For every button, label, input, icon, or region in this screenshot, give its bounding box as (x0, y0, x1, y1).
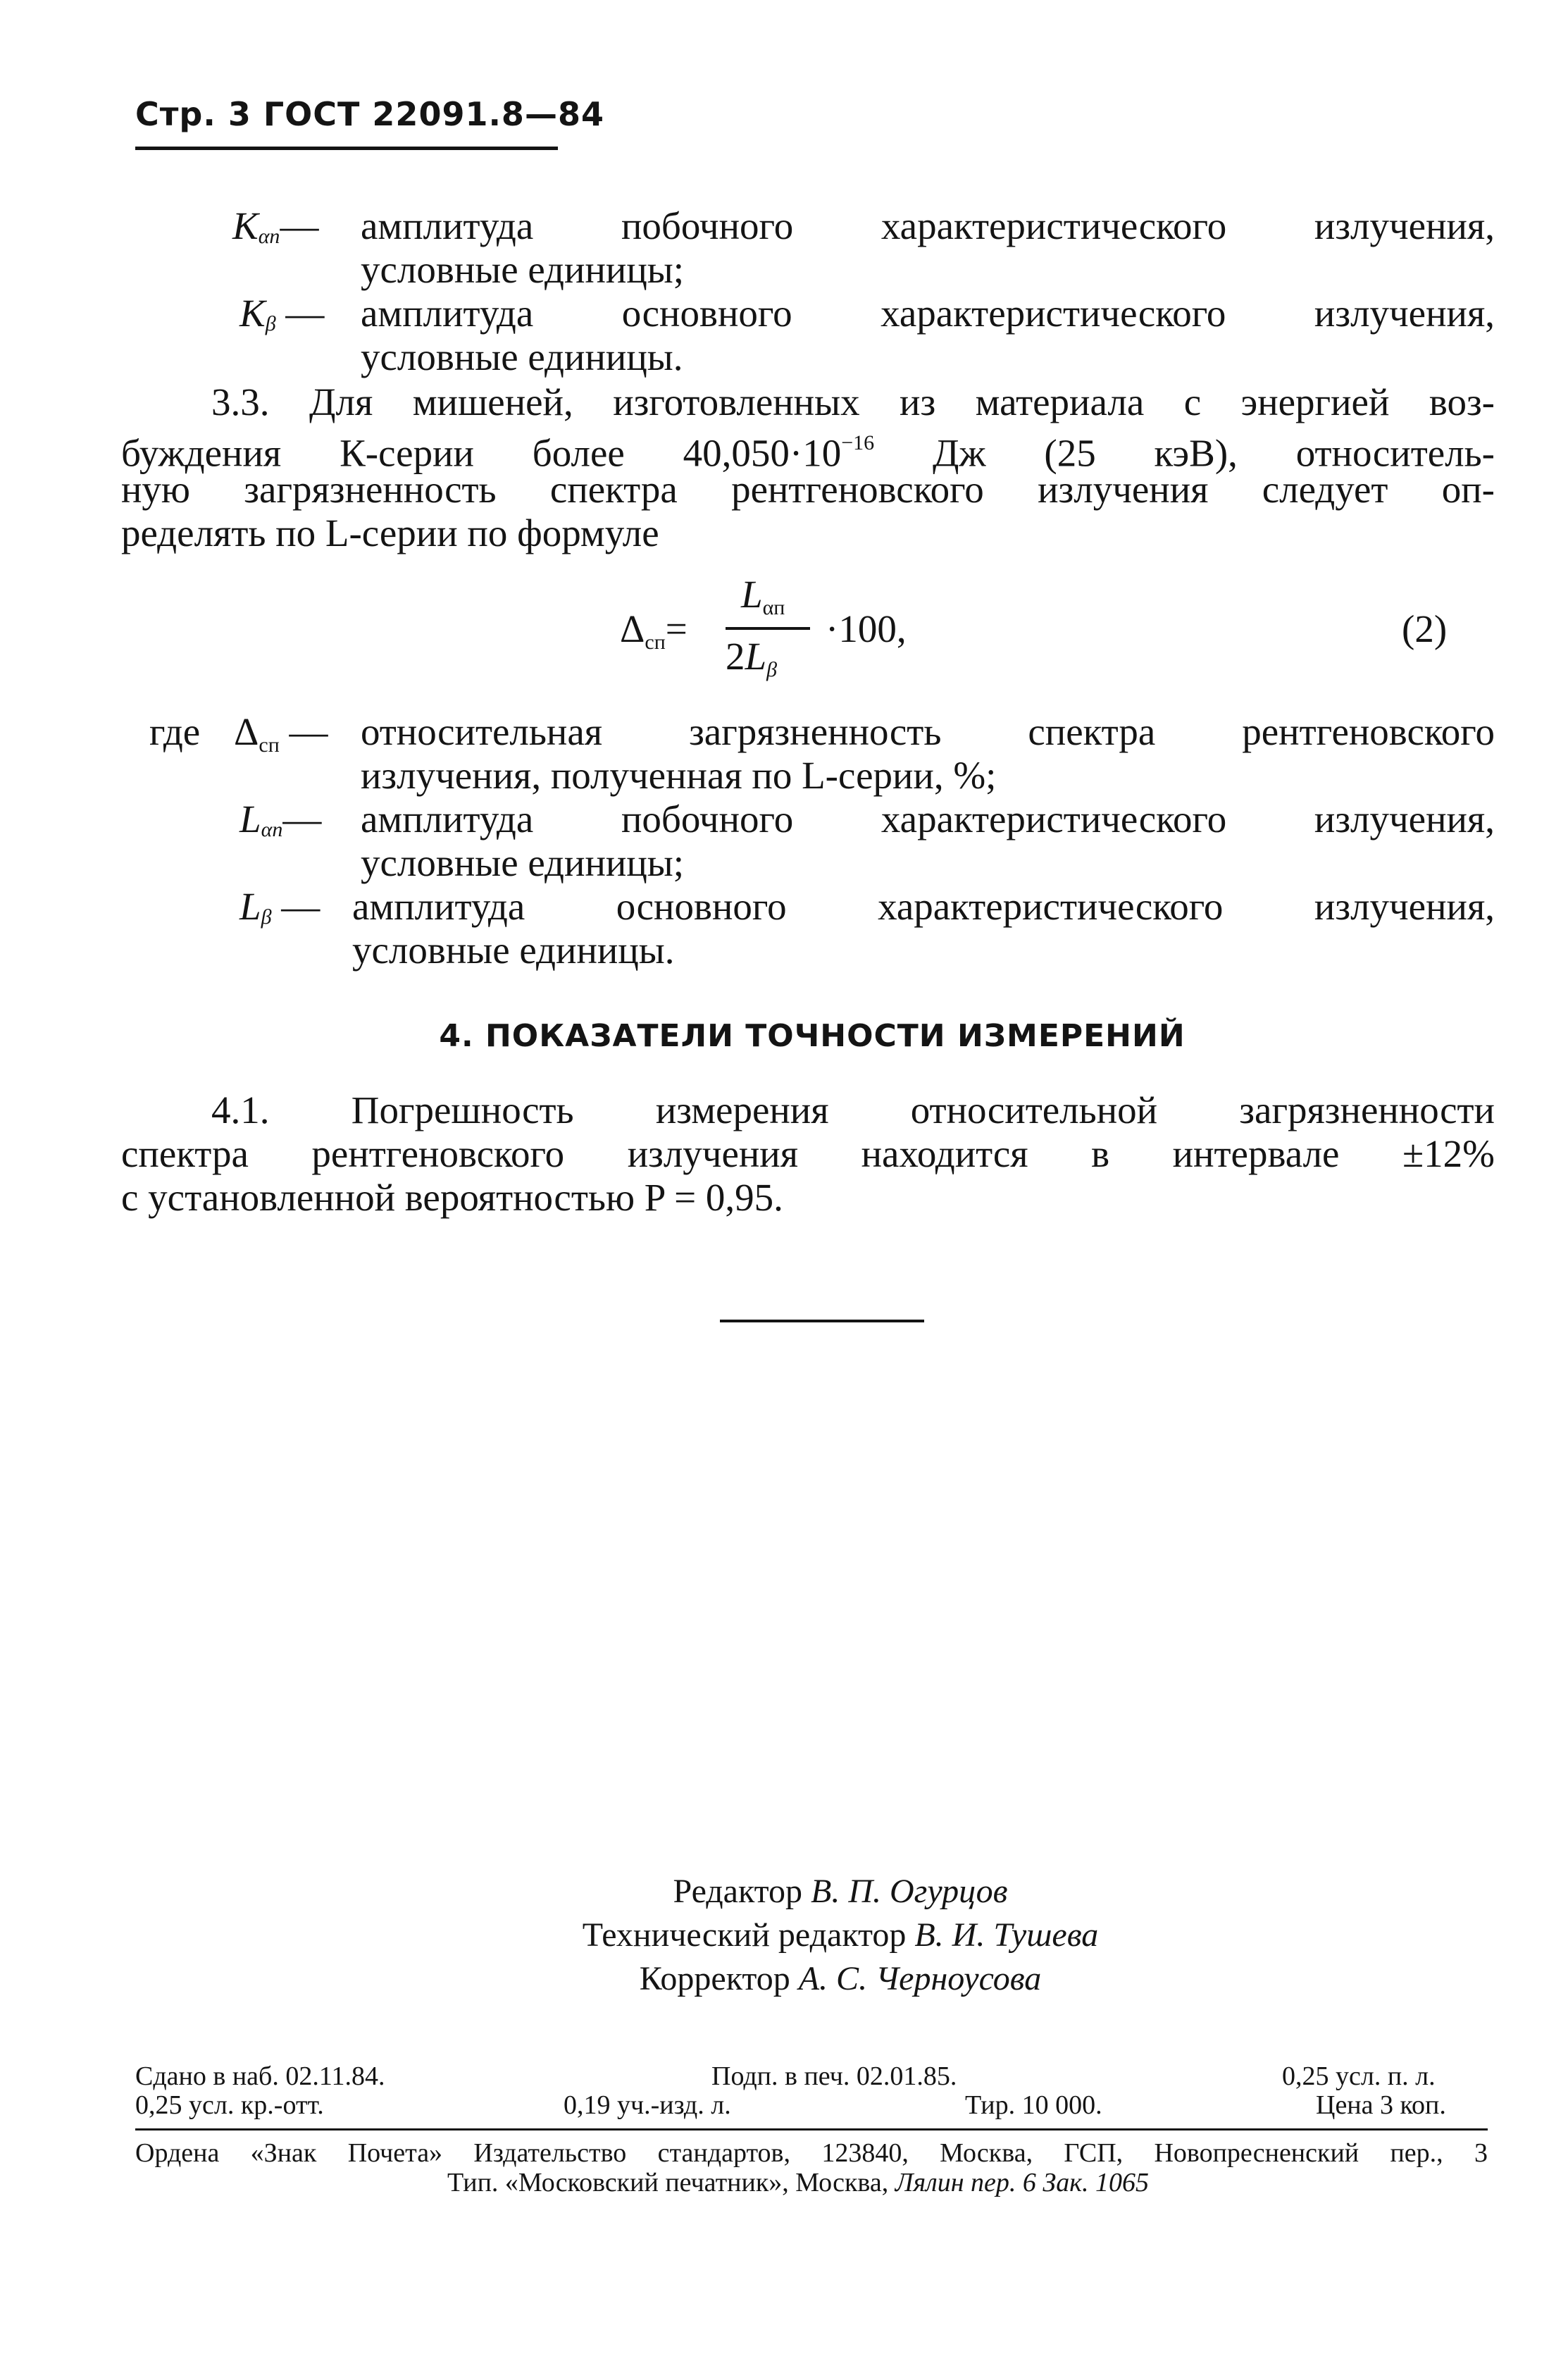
para-3-3-line1: 3.3. Для мишеней, изготовленных из материала с энергией воз- (211, 380, 1495, 423)
def-prefix-gde: где (149, 710, 201, 753)
def-l-ap-line1: амплитуда побочного характеристического излучения, (361, 798, 1495, 841)
credit-corrector: Корректор А. С. Черноусова (639, 1960, 1042, 1997)
def-k-ap-line2: условные единицы; (361, 248, 685, 291)
imprint-signed: Подп. в печ. 02.01.85. (711, 2061, 957, 2091)
def-l-beta-line1: амплитуда основного характеристического излучения, (352, 885, 1495, 928)
formula-2 (620, 572, 972, 692)
imprint-uch-izd: 0,19 уч.-изд. л. (564, 2090, 731, 2120)
def-symbol-l-ap: Lαп— (239, 798, 322, 841)
def-l-ap-line2: условные единицы; (361, 841, 685, 884)
credit-tech-editor: Технический редактор В. И. Тушева (582, 1916, 1099, 1954)
imprint-rule (135, 2128, 1488, 2131)
def-l-beta-line2: условные единицы. (352, 929, 675, 972)
para-4-1-line2: спектра рентгеновского излучения находится в интервале ±12% (121, 1132, 1495, 1175)
def-k-beta-line1: амплитуда основного характеристического излучения, (361, 292, 1495, 335)
formula-number: (2) (1402, 607, 1448, 650)
para-3-3-line4: ределять по L-серии по формуле (121, 511, 659, 554)
def-delta-sp-line2: излучения, полученная по L-серии, %; (361, 754, 997, 797)
para-4-1-line3: с установленной вероятностью P = 0,95. (121, 1176, 783, 1219)
imprint-sheets: 0,25 усл. п. л. (1282, 2061, 1436, 2091)
page-header: Стр. 3 ГОСТ 22091.8—84 (135, 95, 604, 133)
def-delta-sp-line1: относительная загрязненность спектра рентгеновского (361, 710, 1495, 753)
fraction-bar (726, 627, 810, 630)
para-3-3-line2: буждения К-серии более $40,050\cdot 10^{-16}$ Дж (25 кэВ), относитель- (121, 431, 1495, 475)
imprint-kr-ott: 0,25 усл. кр.-отт. (135, 2090, 324, 2120)
credit-editor: Редактор В. П. Огурцов (673, 1873, 1008, 1910)
formula-multiplier: ·100, (826, 607, 907, 650)
imprint-price: Цена 3 коп. (1316, 2090, 1446, 2120)
imprint-sent: Сдано в наб. 02.11.84. (135, 2061, 385, 2091)
imprint-tirazh: Тир. 10 000. (965, 2090, 1102, 2120)
def-k-beta-line2: условные единицы. (361, 335, 683, 378)
section-4-title: 4. ПОКАЗАТЕЛИ ТОЧНОСТИ ИЗМЕРЕНИЙ (439, 1018, 1186, 1054)
def-symbol-k-beta: Kβ — (239, 292, 325, 335)
def-symbol-delta-sp: Δсп — (234, 710, 328, 757)
def-k-ap-line1: амплитуда побочного характеристического излучения, (361, 204, 1495, 247)
formula-denominator: 2Lβ (726, 635, 778, 681)
imprint-publisher: Ордена «Знак Почета» Издательство стандартов, 123840, Москва, ГСП, Новопресненский пер., 3 (135, 2138, 1488, 2168)
def-symbol-l-beta: Lβ — (239, 885, 321, 929)
para-4-1-line1: 4.1. Погрешность измерения относительной загрязненности (211, 1089, 1495, 1131)
formula-numerator: Lαп (741, 573, 785, 619)
para-3-3-line3: ную загрязненность спектра рентгеновского излучения следует оп- (121, 468, 1495, 511)
end-separator (720, 1320, 924, 1322)
formula-lhs: Δсп= (620, 607, 687, 654)
imprint-printer: Тип. «Московский печатник», Москва, Лялин пер. 6 Зак. 1065 (447, 2168, 1150, 2197)
def-symbol-k-ap: Kαп— (232, 204, 319, 248)
header-rule (135, 147, 558, 150)
